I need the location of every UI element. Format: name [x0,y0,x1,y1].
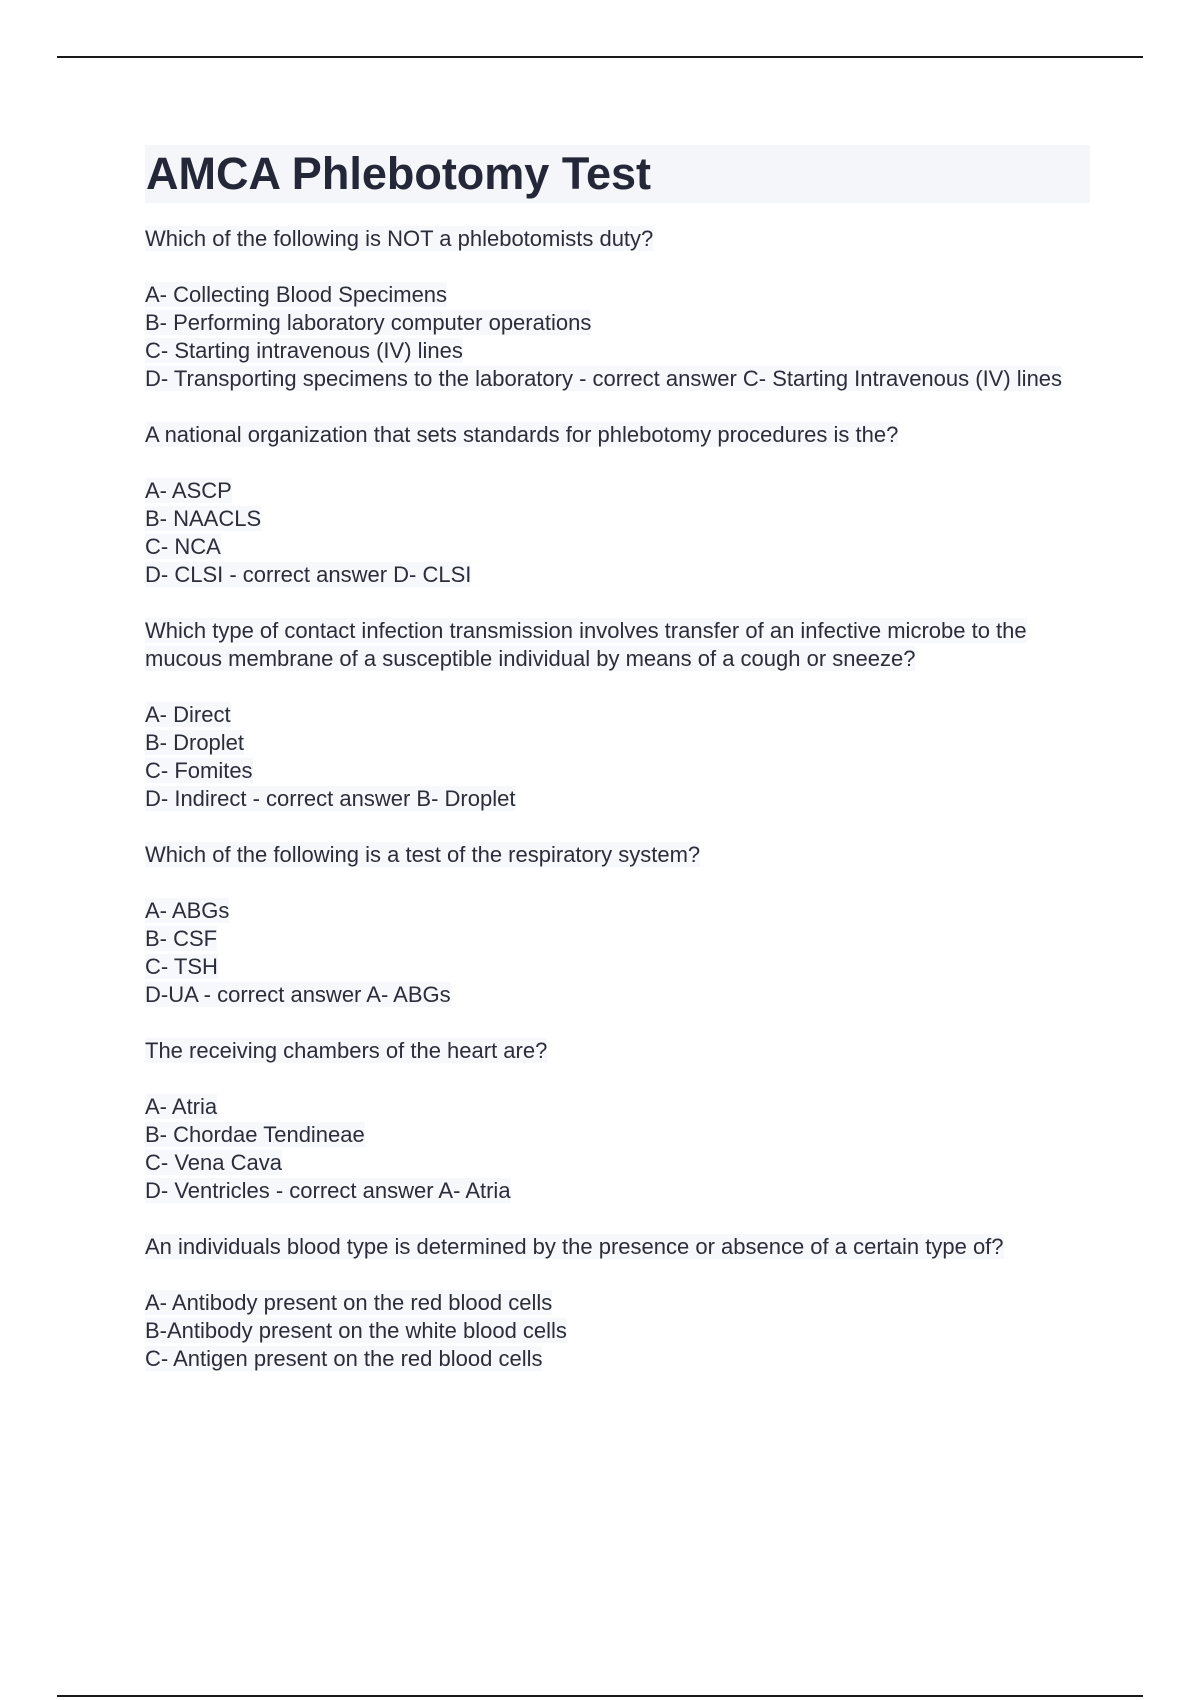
option: A- ABGs [145,898,230,923]
option-with-answer: D-UA - correct answer A- ABGs [145,982,451,1007]
option-with-answer: D- Ventricles - correct answer A- Atria [145,1178,511,1203]
option: A- Antibody present on the red blood cells [145,1290,553,1315]
option: A- Atria [145,1094,218,1119]
option: C- Vena Cava [145,1150,282,1175]
option: B- CSF [145,926,218,951]
option: B- NAACLS [145,506,262,531]
option-list [145,1093,1090,1205]
option-list [145,897,1090,1009]
option-with-answer: D- Transporting specimens to the laboratory - correct answer C- Starting Intravenous (IV) lines [145,366,1063,391]
option: C- Fomites [145,758,253,783]
option: B-Antibody present on the white blood cells [145,1318,567,1343]
option: A- Collecting Blood Specimens [145,282,448,307]
option: A- Direct [145,702,231,727]
top-rule [57,56,1143,58]
bottom-rule [57,1695,1143,1697]
option: B- Droplet [145,730,245,755]
qa-item [145,841,1090,1009]
option-with-answer: D- Indirect - correct answer B- Droplet [145,786,516,811]
option-list [145,1289,1090,1373]
option: C- TSH [145,954,218,979]
question-text: Which of the following is a test of the respiratory system? [145,842,701,867]
question-text: An individuals blood type is determined by the presence or absence of a certain type of? [145,1234,1004,1259]
question-text: Which type of contact infection transmission involves transfer of an infective microbe to the mucous membrane of a susceptible individual by means of a cough or sneeze? [145,618,1027,671]
option: A- ASCP [145,478,232,503]
question-text: The receiving chambers of the heart are? [145,1038,548,1063]
option: C- NCA [145,534,221,559]
document-body [145,145,1090,1401]
option: C- Starting intravenous (IV) lines [145,338,463,363]
option: B- Performing laboratory computer operations [145,310,592,335]
option: C- Antigen present on the red blood cells [145,1346,543,1371]
page-title: AMCA Phlebotomy Test [146,148,652,199]
qa-item [145,1037,1090,1205]
option-list [145,477,1090,589]
qa-item [145,1233,1090,1373]
question-text: Which of the following is NOT a phlebotomists duty? [145,226,654,251]
title-band [145,145,1090,203]
option-with-answer: D- CLSI - correct answer D- CLSI [145,562,472,587]
qa-item [145,421,1090,589]
qa-item [145,617,1090,813]
option-list [145,701,1090,813]
qa-item [145,225,1090,393]
option-list [145,281,1090,393]
qa-list [145,225,1090,1373]
question-text: A national organization that sets standards for phlebotomy procedures is the? [145,422,899,447]
option: B- Chordae Tendineae [145,1122,365,1147]
